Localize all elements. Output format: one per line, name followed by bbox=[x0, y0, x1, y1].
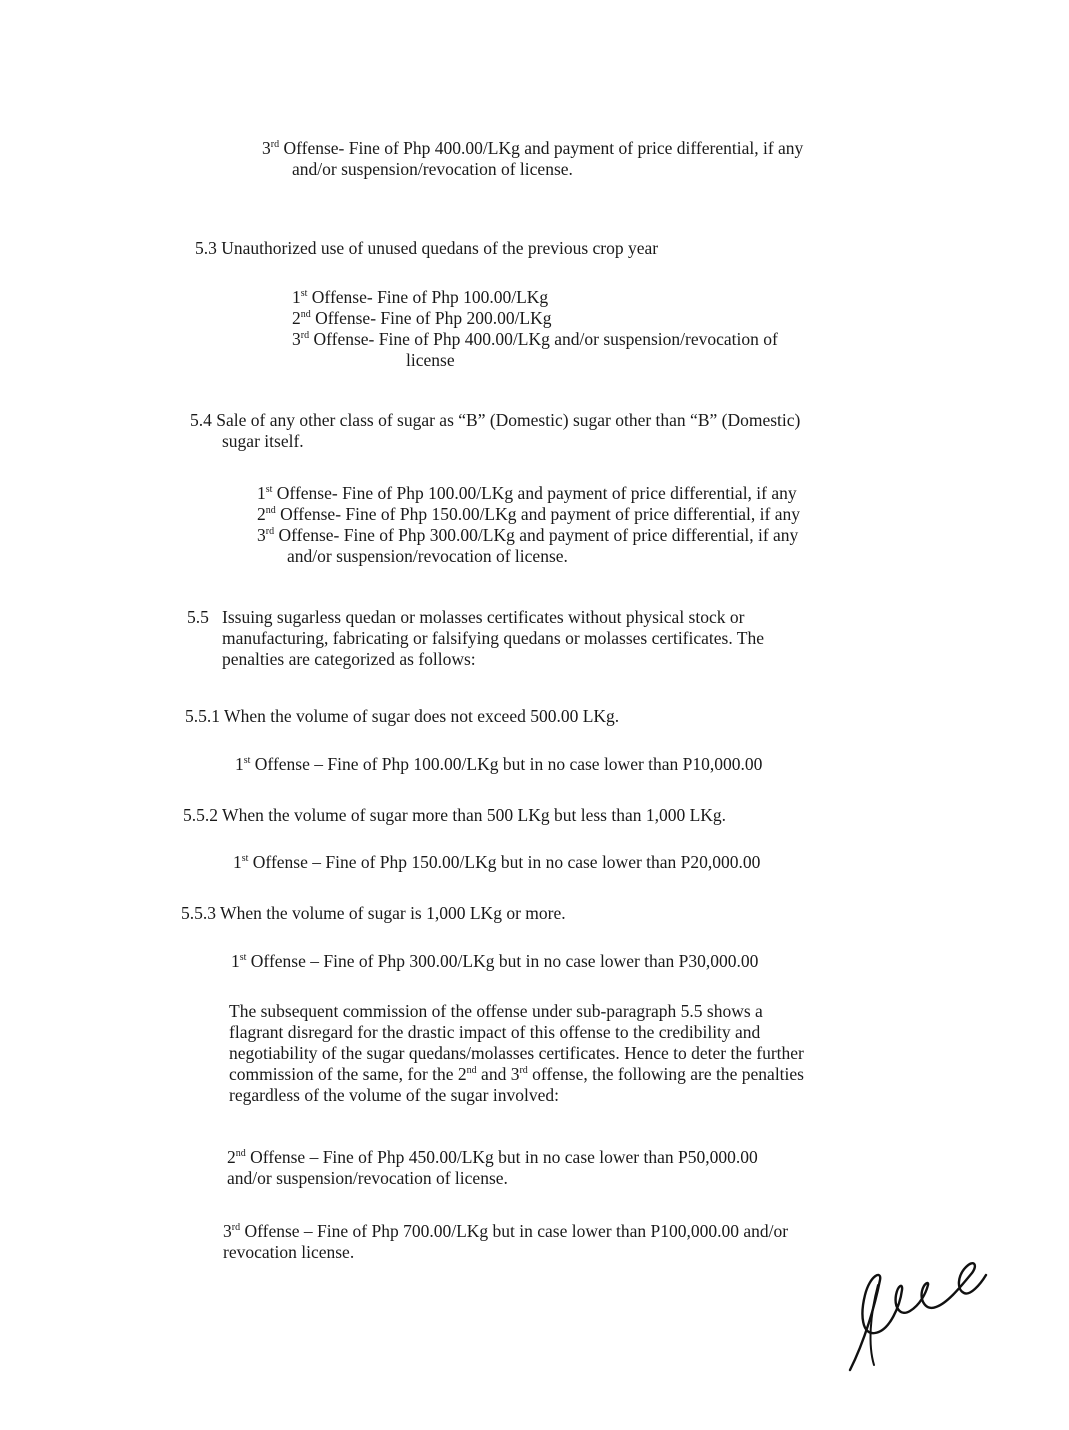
s5-5-1-offense: 1st Offense – Fine of Php 100.00/LKg but in no case lower than P10,000.00 bbox=[235, 754, 763, 774]
subsequent-commission-paragraph: The subsequent commission of the offense under sub-paragraph 5.5 shows a flagrant disregard for the drastic impact of this offense to the credibility and negotiability of the sugar quedans/molasses certificates. Hence to deter the further commission of the same, for the 2nd and 3rd offense, the following are the penalties regardless of the volume of the sugar involved: bbox=[229, 1001, 804, 1105]
s5-2-third-offense bbox=[262, 138, 962, 180]
s5-5-2-offense: 1st Offense – Fine of Php 150.00/LKg but in no case lower than P20,000.00 bbox=[233, 852, 761, 872]
s5-5-3-heading: 5.5.3 When the volume of sugar is 1,000 LKg or more. bbox=[181, 903, 566, 923]
s5-4-offenses: 1st Offense- Fine of Php 100.00/LKg and payment of price differential, if any 2nd Offense- Fine of Php 150.00/LKg and payment of price differential, if any 3rd Offense- Fine of Php 300.00/LKg and payment of price differential, if any and/or suspension/revocation of license. bbox=[257, 483, 800, 566]
s5-5-1-heading: 5.5.1 When the volume of sugar does not exceed 500.00 LKg. bbox=[185, 706, 620, 726]
s5-3-heading: 5.3 Unauthorized use of unused quedans of the previous crop year bbox=[195, 238, 659, 258]
offense-text: Offense- Fine of Php 400.00/LKg and payment of price differential, if any bbox=[279, 138, 804, 158]
s5-5-2-heading: 5.5.2 When the volume of sugar more than 500 LKg but less than 1,000 LKg. bbox=[183, 805, 727, 825]
ordinal-suffix: rd bbox=[270, 139, 280, 151]
handwritten-initials-signature bbox=[840, 1245, 990, 1375]
s5-5-number: 5.5 bbox=[187, 607, 209, 627]
third-offense: 3rd Offense – Fine of Php 700.00/LKg but in case lower than P100,000.00 and/or revocation license. bbox=[223, 1221, 789, 1262]
second-offense: 2nd Offense – Fine of Php 450.00/LKg but in no case lower than P50,000.00 and/or suspension/revocation of license. bbox=[227, 1147, 758, 1188]
s5-5-paragraph: 5.5 Issuing sugarless quedan or molasses certificates without physical stock or manufacturing, fabricating or falsifying quedans or molasses certificates. The penalties are categorized as follows: bbox=[187, 607, 764, 669]
s5-5-3-offense: 1st Offense – Fine of Php 300.00/LKg but in no case lower than P30,000.00 bbox=[231, 951, 759, 971]
offense-continuation: and/or suspension/revocation of license. bbox=[292, 159, 573, 179]
ordinal-num: 3 bbox=[262, 138, 271, 158]
s5-4-heading: 5.4 Sale of any other class of sugar as “B” (Domestic) sugar other than “B” (Domestic) sugar itself. bbox=[190, 410, 801, 451]
s5-3-offenses: 1st Offense- Fine of Php 100.00/LKg 2nd Offense- Fine of Php 200.00/LKg 3rd Offense- Fine of Php 400.00/LKg and/or suspension/revocation of license bbox=[292, 287, 778, 370]
